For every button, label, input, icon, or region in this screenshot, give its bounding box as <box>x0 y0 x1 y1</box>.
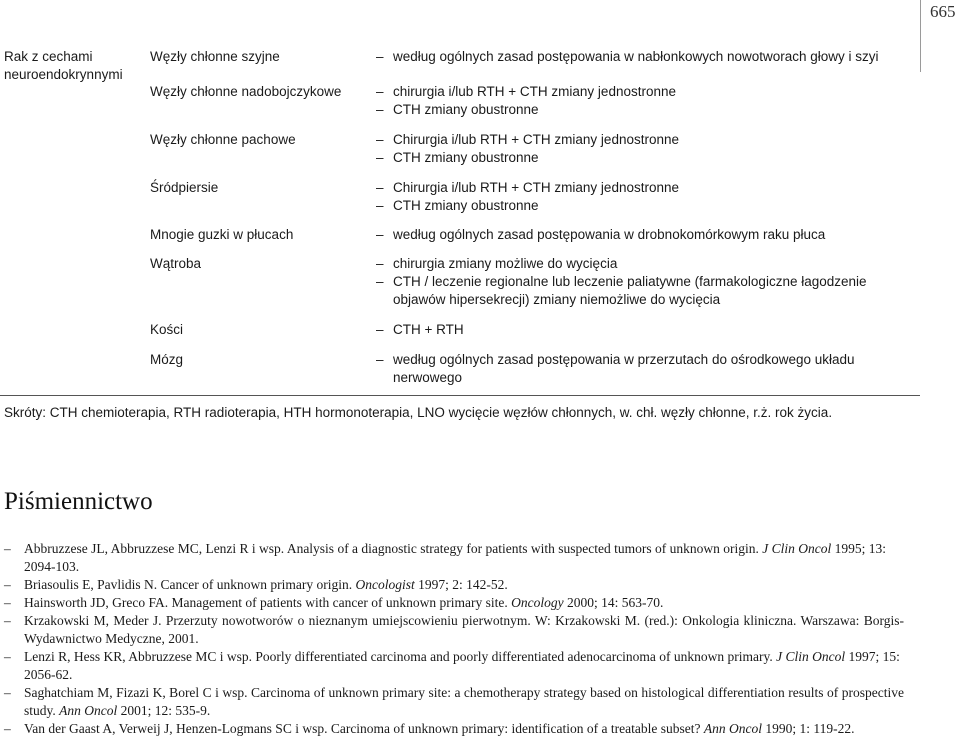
site-label: Węzły chłonne nadobojczykowe <box>150 84 342 99</box>
treatment-line: – Chirurgia i/lub RTH + CTH zmiany jednostronne <box>376 180 679 195</box>
table-category: Rak z cechami neuroendokrynnymi <box>4 49 123 82</box>
treatment-line: – CTH + RTH <box>376 322 464 337</box>
treatment-line: – CTH zmiany obustronne <box>376 102 539 117</box>
treatment-line: – według ogólnych zasad postępowania w nabłonkowych nowotworach głowy i szyi <box>376 49 879 64</box>
site-label: Wątroba <box>150 256 202 271</box>
treatment-cell <box>376 48 896 66</box>
reference-item: – Krzakowski M, Meder J. Przerzuty nowotworów o nieznanym umiejscowieniu pierwotnym. W: Krzakowski M. (red.): Onkologia kliniczna. Warszawa: Borgis-Wydawnictwo Medyczne, 2001. <box>4 613 904 646</box>
treatment-line: – Chirurgia i/lub RTH + CTH zmiany jednostronne <box>376 132 679 147</box>
page-number: 665 <box>930 2 956 21</box>
site-label: Śródpiersie <box>150 180 219 195</box>
reference-item: – Hainsworth JD, Greco FA. Management of patients with cancer of unknown primary site. Oncology 2000; 14: 563-70. <box>4 595 664 610</box>
reference-item: – Abbruzzese JL, Abbruzzese MC, Lenzi R i wsp. Analysis of a diagnostic strategy for patients with suspected tumors of unknown origin. J Clin Oncol 1995; 13: 2094-103. <box>4 541 887 574</box>
treatment-line: – według ogólnych zasad postępowania w drobnokomórkowym raku płuca <box>376 227 826 242</box>
table-bottom-rule <box>0 395 920 396</box>
treatment-line: – chirurgia i/lub RTH + CTH zmiany jednostronne <box>376 84 676 99</box>
treatment-cell <box>376 226 896 244</box>
references-list <box>4 540 904 738</box>
treatment-line: – CTH / leczenie regionalne lub leczenie paliatywne (farmakologiczne łagodzenie objawów hipersekrecji) zmiany niemożliwe do wycięcia <box>376 274 867 307</box>
treatment-line: – według ogólnych zasad postępowania w przerzutach do ośrodkowego układu nerwowego <box>376 352 855 385</box>
reference-item: – Briasoulis E, Pavlidis N. Cancer of unknown primary origin. Oncologist 1997; 2: 142-52. <box>4 577 508 592</box>
reference-item: – Lenzi R, Hess KR, Abbruzzese MC i wsp. Poorly differentiated carcinoma and poorly differentiated adenocarcinoma of unknown primary. J Clin Oncol 1997; 15: 2056-62. <box>4 649 900 682</box>
treatment-cell <box>376 179 896 215</box>
site-label: Mnogie guzki w płucach <box>150 227 294 242</box>
references-heading: Piśmiennictwo <box>4 488 153 515</box>
site-label: Węzły chłonne szyjne <box>150 49 280 64</box>
treatment-line: – CTH zmiany obustronne <box>376 150 539 165</box>
treatment-line: – chirurgia zmiany możliwe do wycięcia <box>376 256 618 271</box>
treatment-cell <box>376 131 896 167</box>
site-label: Mózg <box>150 352 184 367</box>
site-label: Węzły chłonne pachowe <box>150 132 296 147</box>
site-label: Kości <box>150 322 184 337</box>
reference-item: – Saghatchiam M, Fizazi K, Borel C i wsp. Carcinoma of unknown primary site: a chemotherapy strategy based on histological differentiation results of prospective study. Ann Oncol 2001; 12: 535-9. <box>4 685 904 718</box>
treatment-cell <box>376 255 896 309</box>
treatment-cell <box>376 351 896 387</box>
treatment-cell <box>376 83 896 119</box>
treatment-line: – CTH zmiany obustronne <box>376 198 539 213</box>
abbreviations-note: Skróty: CTH chemioterapia, RTH radioterapia, HTH hormonoterapia, LNO wycięcie węzłów chłonnych, w. chł. węzły chłonne, r.ż. rok życia. <box>4 405 833 420</box>
reference-item: – Van der Gaast A, Verweij J, Henzen-Logmans SC i wsp. Carcinoma of unknown primary: identification of a treatable subset? Ann Oncol 1990; 1: 119-22. <box>4 721 855 736</box>
treatment-cell <box>376 321 896 339</box>
